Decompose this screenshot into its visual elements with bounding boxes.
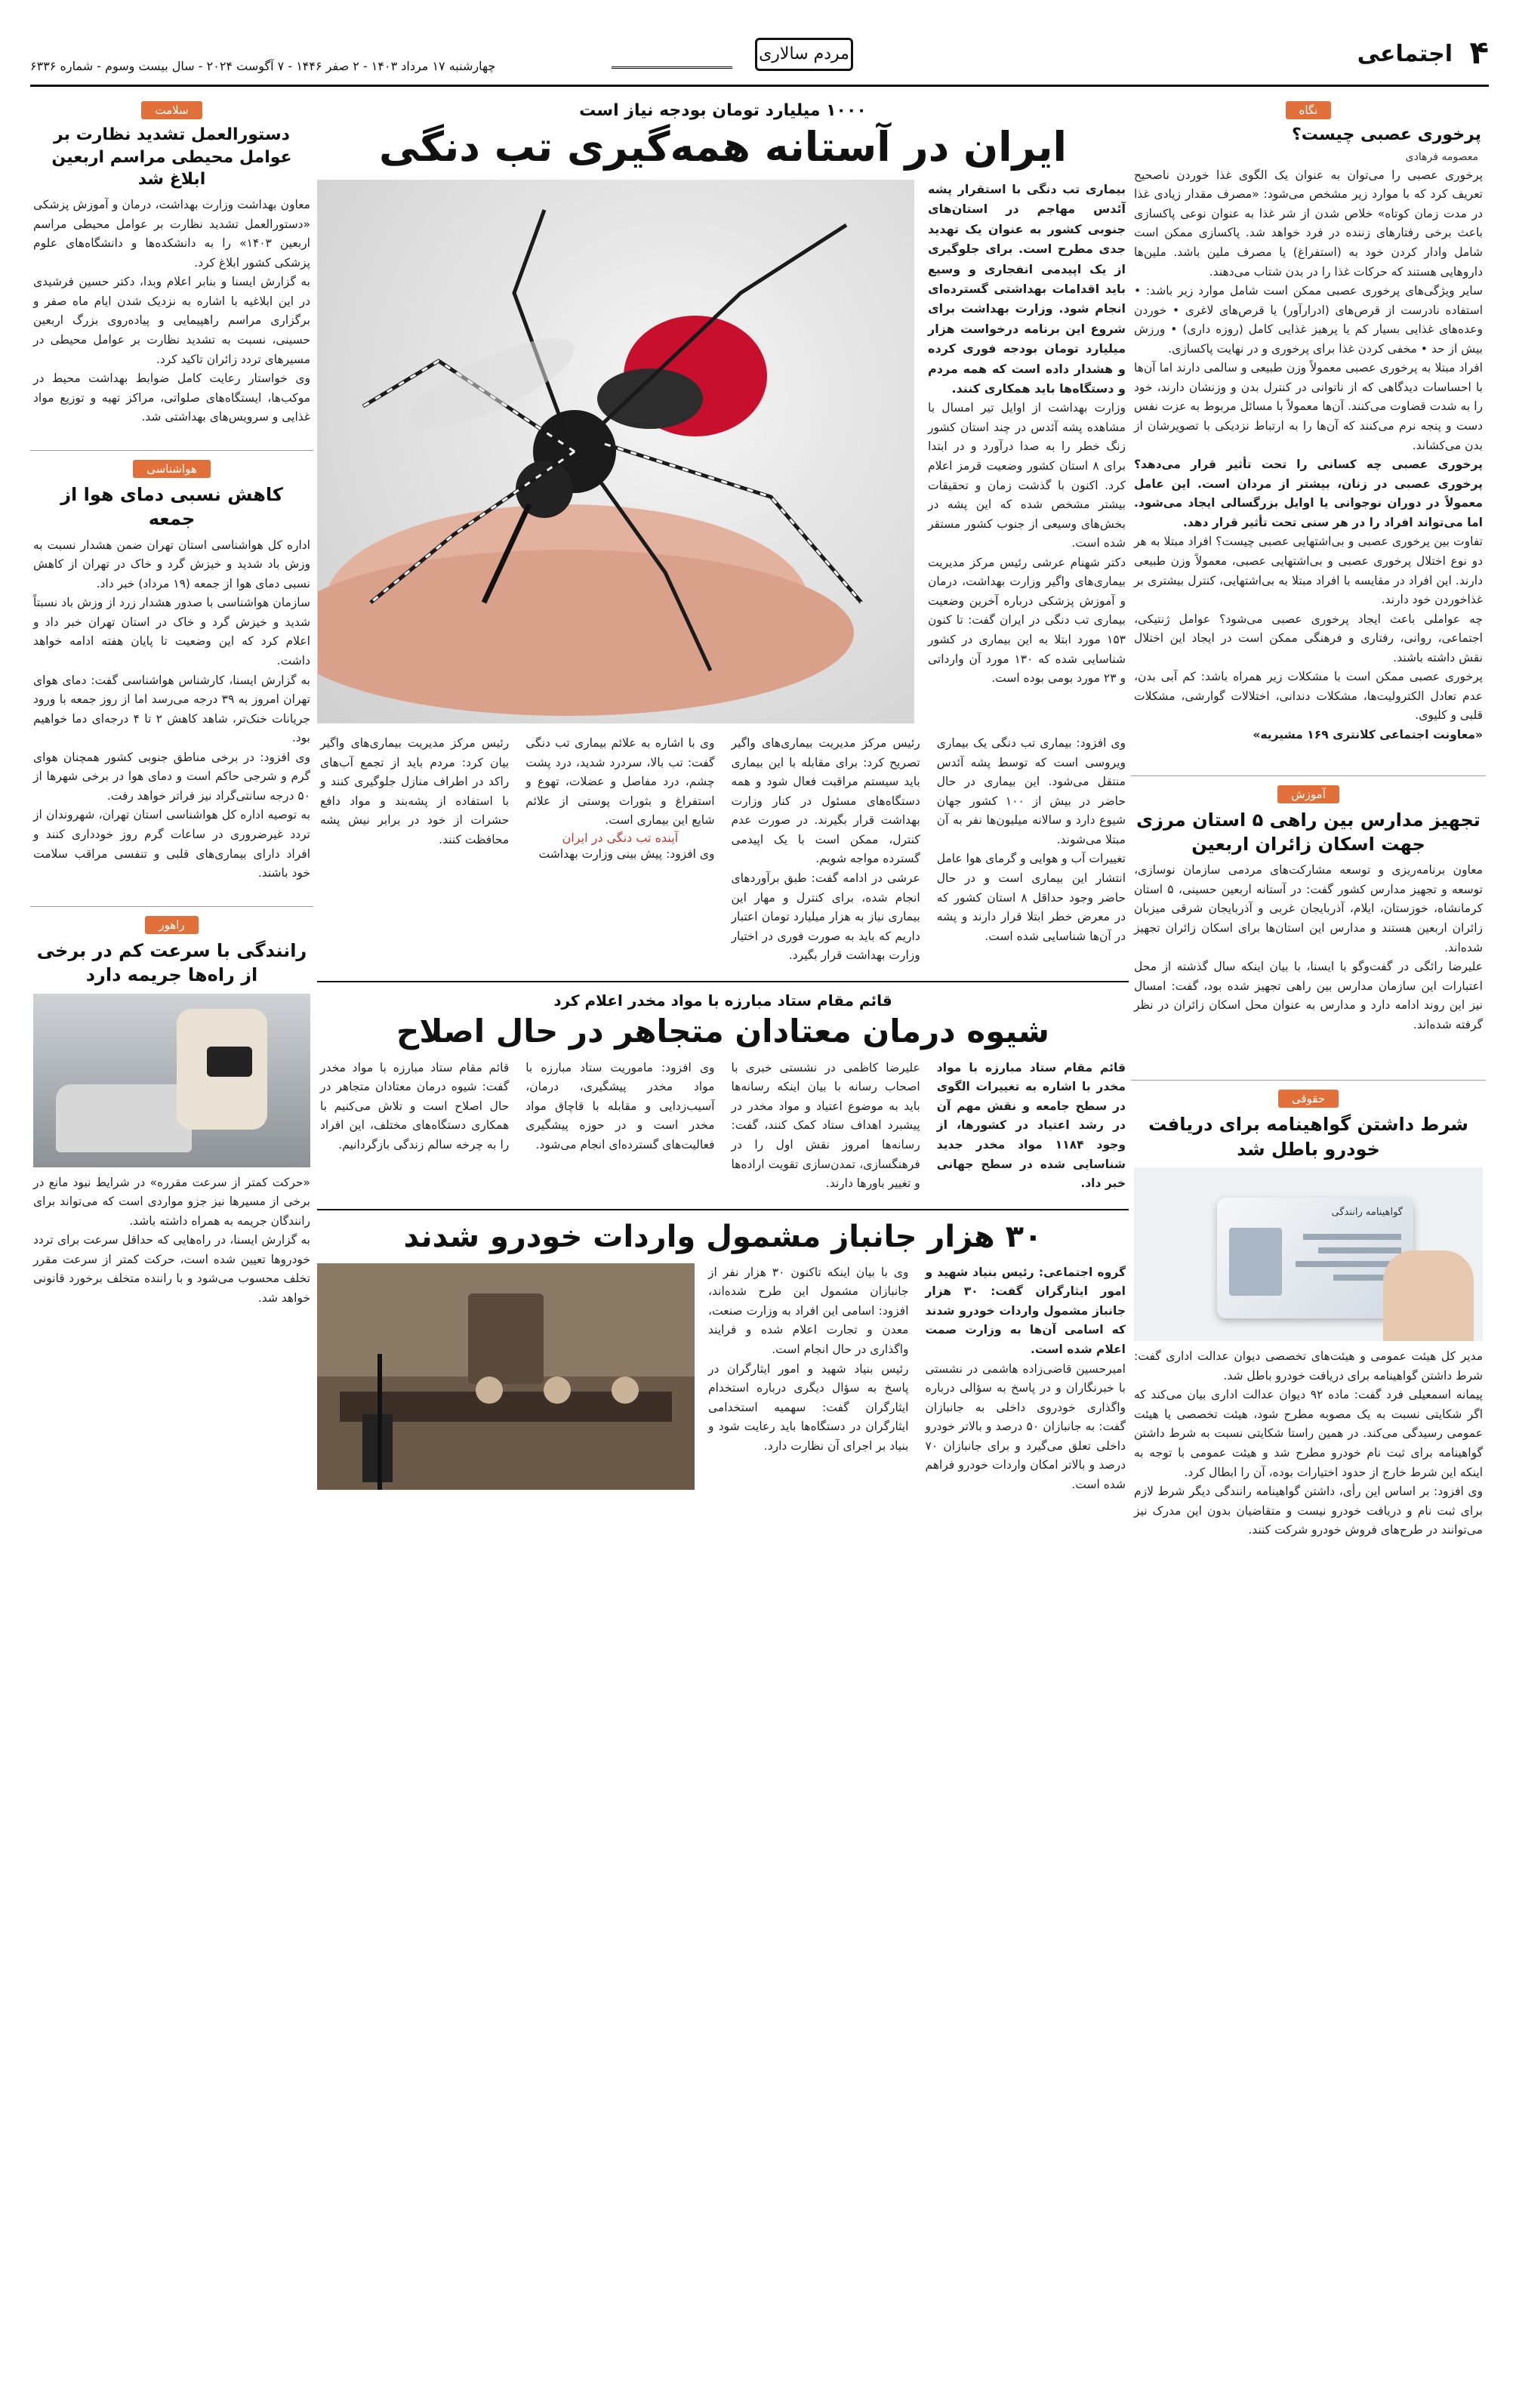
paragraph: وی افزود: بر اساس این رأی، داشتن گواهینامه رانندگی دیگر شرط لازم برای ثبت نام و دریافت خودرو نیست و متقاضیان بدون این مدرک نیز می‌توانند در طرح‌های فروش خودرو شرکت کنند. — [1134, 1485, 1483, 1537]
paragraph: رئیس مرکز مدیریت بیماری‌های واگیر بیان کرد: مردم باید از تجمع آب‌های راکد در اطراف منازل جلوگیری کنند و با استفاده از پشه‌بند و مواد دافع حشرات از خود در برابر نیش پشه محافظت کنند. — [320, 736, 510, 846]
paragraph: عرشی در ادامه گفت: طبق برآوردهای انجام شده، برای کنترل و مهار این بیماری نیاز به هزار میلیارد تومان اعتبار داریم که باید به صورت فوری در اختیار وزارت بهداشت قرار بگیرد. — [731, 871, 920, 963]
paragraph: تفاوت بین پرخوری عصبی و بی‌اشتهایی عصبی چیست؟ افراد مبتلا به هر دو نوع اختلال پرخوری عصبی و بی‌اشتهایی عصبی، معمولاً وزن طبیعی دارند. این افراد در مقایسه با افراد مبتلا به بی‌اشتهایی، کنترل بیشتری بر غذاخوردن خود دارند. — [1134, 535, 1483, 607]
paragraph: معاون بهداشت وزارت بهداشت، درمان و آموزش پزشکی «دستورالعمل تشدید نظارت بر عوامل محیطی مراسم اربعین ۱۴۰۳» را به دانشکده‌ها و دانشگاه‌های علوم پزشکی کشور ابلاغ کرد. — [33, 198, 310, 270]
section-tag: سلامت — [141, 101, 202, 119]
issue-meta: چهارشنبه ۱۷ مرداد ۱۴۰۳ - ۲ صفر ۱۴۴۶ - ۷ آگوست ۲۰۲۴ - سال بیست وسوم - شماره ۶۳۳۶ — [30, 59, 496, 73]
text-column — [705, 1263, 912, 1495]
paragraph: پرخوری عصبی چه کسانی را تحت تأثیر قرار می‌دهد؟ پرخوری عصبی در زنان، بیشتر از مردان است. این عامل معمولاً در دوران نوجوانی یا اوایل بزرگسالی ایجاد می‌شود. اما می‌تواند افراد را در هر سنی تحت تأثیر قرار دهد. — [1134, 458, 1483, 529]
card-label: گواهینامه رانندگی — [1331, 1207, 1403, 1219]
text-column — [923, 1263, 1129, 1495]
text-column — [934, 734, 1129, 966]
top-rule — [30, 85, 1489, 87]
lead-paragraph: بیماری تب دنگی با استقرار پشه آئدس مهاجم در استان‌های جنوبی کشور به عنوان یک تهدید جدی مطرح است. برای جلوگیری از یک اپیدمی انفجاری و وسیع باید اقدامات بهداشتی گسترده‌ای انجام شود. وزارت بهداشت برای شروع این برنامه درخواست هزار میلیارد تومان بودجه فوری کرده و هشدار داده است که همه مردم و دستگاه‌ها باید همکاری کنند. — [928, 182, 1126, 396]
lead-paragraph: قائم مقام ستاد مبارزه با مواد مخدر با اشاره به تغییرات الگوی در سطح جامعه و نقش مهم آن در رشد اعتیاد در کشورها، از وجود ۱۱۸۴ مواد مخدر جدید شناسایی شده در سطح جهانی خبر داد. — [936, 1060, 1126, 1191]
paragraph: پرخوری عصبی ممکن است با مشکلات زیر همراه باشد: کم آبی بدن، عدم تعادل الکترولیت‌ها، مشکلات دندانی، اختلالات گوارشی، مشکلات قلبی و کلیوی. — [1134, 670, 1483, 723]
section-tag: آموزش — [1277, 785, 1339, 803]
paragraph: وی افزود: بیماری تب دنگی یک بیماری ویروسی است که توسط پشه آئدس منتقل می‌شود. این بیماری در حال حاضر در بیش از ۱۰۰ کشور جهان شیوع دارد و سالانه میلیون‌ها نفر به آن مبتلا می‌شوند. — [936, 736, 1126, 846]
section-tag: راهور — [145, 916, 198, 934]
license-card-photo — [1134, 1167, 1483, 1341]
paragraph: وی افزود: ماموریت ستاد مبارزه با مواد مخدر پیشگیری، درمان، آسیب‌زدایی و مقابله با قاچاق مواد مخدر است و در حوزه پیشگیری فعالیت‌های گسترده‌ای انجام می‌شود. — [525, 1060, 715, 1152]
paragraph: اداره کل هواشناسی استان تهران ضمن هشدار نسبت به وزش باد شدید و خیزش گرد و خاک در تهران از کاهش نسبی دمای هوا از جمعه (۱۹ مرداد) خبر داد. — [33, 538, 310, 590]
paragraph: به گزارش ایسنا و بنابر اعلام وبدا، دکتر حسین فرشیدی در این ابلاغیه با اشاره به نزدیک شدن ایام ماه صفر و برگزاری مراسم راهپیمایی و پیاده‌روی بزرگ اربعین حسینی، نسبت به تشدید نظارت بر عوامل محیطی در مسیرهای تردد زائران تاکید کرد. — [33, 275, 310, 366]
text-column — [522, 1059, 717, 1194]
right-column — [1131, 98, 1486, 2378]
page-number: ۴ — [1469, 34, 1489, 71]
section-tag: حقوقی — [1278, 1090, 1339, 1108]
paragraph: وی خواستار رعایت کامل ضوابط بهداشت محیط در موکب‌ها، ایستگاه‌های صلواتی، مراکز تهیه و توزیع مواد غذایی و سرویس‌های بهداشتی شد. — [33, 372, 310, 424]
paragraph: تغییرات آب و هوایی و گرمای هوا عامل انتشار این بیماری است و در حال حاضر وجود حداقل ۸ استان کشور که در معرض خطر ابتلا قرار دارند و پشه در آن‌ها شناسایی شده است. — [936, 852, 1126, 943]
paragraph: دکتر شهنام عرشی رئیس مرکز مدیریت بیماری‌های واگیر وزارت بهداشت، درمان و آموزش پزشکی درباره آخرین وضعیت بیماری تب دنگی در ایران گفت: تا کنون ۱۵۳ مورد ابتلا به این بیماری در کشور شناسایی شده که ۱۳۰ مورد آن وارداتی و ۲۳ مورد بومی بوده است. — [928, 555, 1126, 686]
text-column — [522, 734, 717, 966]
paragraph: «حرکت کمتر از سرعت مقرره» در شرایط نبود مانع در برخی از مسیرها نیز جزو مواردی است که می‌تواند برای رانندگان جریمه به همراه داشته باشد. — [33, 1175, 310, 1228]
paragraph: چه عواملی باعث ایجاد پرخوری عصبی می‌شود؟ عوامل ژنتیکی، اجتماعی، روانی، رفتاری و فرهنگی ممکن است در ایجاد این اختلال نقش داشته باشند. — [1134, 612, 1483, 664]
image-caption: آینده تب دنگی در ایران — [562, 830, 679, 845]
left-column — [30, 98, 313, 2378]
text-column — [317, 734, 512, 966]
main-headline: ایران در آستانه همه‌گیری تب دنگی — [378, 123, 1068, 171]
section-tag: هواشناسی — [133, 460, 211, 478]
paragraph: وی افزود: پیش بینی وزارت بهداشت — [538, 846, 715, 861]
article-title: پرخوری عصبی چیست؟ — [1292, 125, 1481, 144]
second-headline: شیوه درمان معتادان متجاهر در حال اصلاح — [396, 1012, 1049, 1050]
main-column — [317, 98, 1129, 2378]
paragraph: وی با اشاره به علائم بیماری تب دنگی گفت: تب بالا، سردرد شدید، درد پشت چشم، درد مفاصل و عضلات، تهوع و استفراغ و بثورات پوستی از علائم شایع این بیماری است. — [525, 736, 715, 828]
article-title: تجهیز مدارس بین راهی ۵ استان مرزی جهت اسکان زائران اربعین — [1136, 809, 1481, 855]
card-photo-placeholder — [1229, 1228, 1282, 1296]
paragraph: رئیس بنیاد شهید و امور ایثارگران در پاسخ به سؤال دیگری درباره استخدام ایثارگران گفت: سهمیه استخدامی ایثارگران در دستگاه‌ها باید رعایت شود و بنیاد بر اجرای آن نظارت دارد. — [708, 1361, 909, 1453]
paragraph: وی افزود: در برخی مناطق جنوبی کشور همچنان هوای گرم و شرجی حاکم است و دمای هوا در برخی شهرها از ۵۰ درجه سانتی‌گراد نیز فراتر خواهد رفت. — [33, 750, 310, 803]
paragraph: مدیر کل هیئت عمومی و هیئت‌های تخصصی دیوان عدالت اداری گفت: شرط داشتن گواهینامه برای دریافت خودرو باطل شد. — [1134, 1349, 1483, 1383]
article-title: دستورالعمل تشدید نظارت بر عوامل محیطی مراسم اربعین ابلاغ شد — [51, 125, 292, 190]
paragraph: افراد مبتلا به پرخوری عصبی معمولاً وزن طبیعی و سالمی دارند اما آن‌ها با احساسات دیدگاهی که از ناتوانی در کنترل بدن و وزنشان دارند، خود را به شدت قضاوت می‌کنند. آن‌ها معمولاً با مسائل مربوط به عزت نفس دست و پنجه نرم می‌کنند که آن‌ها را به ارتباط نزدیکی با تصویرشان از بدن می‌کشاند. — [1134, 361, 1483, 452]
article-title: رانندگی با سرعت کم در برخی از راه‌ها جریمه دارد — [36, 939, 307, 986]
article-title: شرط داشتن گواهینامه برای دریافت خودرو باطل شد — [1148, 1114, 1468, 1160]
paragraph: معاون برنامه‌ریزی و توسعه مشارکت‌های مردمی سازمان نوسازی، توسعه و تجهیز مدارس کشور گفت: در آستانه اربعین حسینی، ۵ استان کرمانشاه، خوزستان، ایلام، آذربایجان غربی و آذربایجان شرقی میزبان زائران اربعین هستند و مدارس این استان‌ها برای اسکان زائران تجهیز شده‌اند. — [1134, 863, 1483, 954]
paragraph: به توصیه اداره کل هواشناسی استان تهران، شهروندان از تردد غیرضروری در ساعات گرم روز خودداری کنند و افراد دارای بیماری‌های قلبی و تنفسی مراقب سلامت خود باشند. — [33, 808, 310, 880]
text-column — [729, 1059, 923, 1194]
paragraph: «معاونت اجتماعی کلانتری ۱۶۹ مشیریه» — [1253, 728, 1483, 742]
text-column — [317, 1059, 512, 1194]
paragraph: به گزارش ایسنا، در راه‌هایی که حداقل سرعت برای تردد خودروها تعیین شده است، حرکت کمتر از سرعت مقرر تخلف محسوب می‌شود و با راننده متخلف برخورد قانونی خواهد شد. — [33, 1233, 310, 1305]
paragraph: علیرضا رائگی در گفت‌وگو با ایسنا، با بیان اینکه سال گذشته از محل اعتبارات این سازمان مدارس بین راهی تجهیز شده بود، گفت: امسال نیز این روند ادامه دارد و مدارس به عنوان محل اسکان زائران در نظر گرفته شده‌اند. — [1134, 960, 1483, 1031]
paragraph: پیمانه اسمعیلی فرد گفت: ماده ۹۲ دیوان عدالت اداری بیان می‌کند که اگر شکایتی نسبت به یک مصوبه مطرح شود، هیئت تخصصی یا هیئت عمومی رسیدگی می‌کند. در همین راستا شکایتی نسبت به شرط داشتن گواهینامه برای ثبت نام خودرو مطرح شد و هیئت عمومی با توجه به اینکه این شرط خارج از حدود اختیارات بوده، آن را ابطال کرد. — [1134, 1388, 1483, 1479]
paragraph: سازمان هواشناسی با صدور هشدار زرد از وزش باد نسبتاً شدید و خیزش گرد و خاک در استان تهران خبر داد و اعلام کرد که این وضعیت تا پایان هفته ادامه خواهد داشت. — [33, 596, 310, 668]
section-title: اجتماعی — [1357, 41, 1453, 67]
newspaper-logo: مردم سالاری — [755, 38, 853, 71]
paragraph: وی با بیان اینکه تاکنون ۳۰ هزار نفر از جانبازان مشمول این طرح شده‌اند، افزود: اسامی این افراد به وزارت صنعت، معدن و تجارت اعلام شده و فرایند واگذاری در حال انجام است. — [708, 1265, 909, 1356]
hand-shape — [1383, 1250, 1474, 1341]
lead-paragraph: گروه اجتماعی: رئیس بنیاد شهید و امور ایثارگران گفت: ۳۰ هزار جانباز مشمول واردات خودرو شدند که اسامی آن‌ها به وزارت صمت اعلام شده است. — [925, 1265, 1126, 1356]
meeting-photo — [317, 1263, 695, 1490]
text-column — [934, 1059, 1129, 1194]
paragraph: وزارت بهداشت از اوایل تیر امسال با مشاهده پشه آئدس در چند استان کشور زنگ خطر را به صدا درآورد و در ابتدا برای ۸ استان کشور وضعیت قرمز اعلام کرد. اکنون با گذشت زمان و تحقیقات بیشتر مشخص شده که این پشه در بخش‌های وسیعی از جنوب کشور مستقر شده است. — [928, 401, 1126, 550]
paragraph: رئیس مرکز مدیریت بیماری‌های واگیر تصریح کرد: برای مقابله با این بیماری باید سیستم مراقبت فعال شود و همه دستگاه‌های مسئول در کنار وزارت بهداشت قرار بگیرند. در صورت عدم کنترل، ممکن است با یک اپیدمی گسترده مواجه شویم. — [731, 736, 920, 866]
lead-column — [925, 180, 1129, 723]
article-title: کاهش نسبی دمای هوا از جمعه — [60, 483, 283, 530]
paragraph: امیرحسین قاضی‌زاده هاشمی در نشستی با خبرنگاران و در پاسخ به سؤالی درباره واگذاری خودروی داخلی به جانبازان گفت: به جانبازان ۵۰ درصد و بالاتر خودرو داخلی تعلق می‌گیرد و برای جانبازان ۷۰ درصد و بالاتر امکان واردات خودرو فراهم شده است. — [925, 1361, 1126, 1491]
header-divider — [612, 66, 732, 69]
section-tag: نگاه — [1286, 101, 1332, 119]
third-headline: ۳۰ هزار جانباز مشمول واردات خودرو شدند — [403, 1219, 1043, 1254]
paragraph: پرخوری عصبی را می‌توان به عنوان یک الگوی غذا خوردن ناصحیح تعریف کرد که با موارد زیر مشخص می‌شود: «مصرف مقدار زیادی غذا در مدت زمان کوتاه» خلاص شدن از شر غذا به عنوان نوعی پاکسازی باعث برخی رفتارهای زننده در فرد خواهد شد. پاکسازی ممکن است شامل وادار کردن خود به (استفراغ) یا مصرف ملین باشد. ملین‌ها داروهایی هستند که حرکات غذا را در بدن شتاب می‌دهند. — [1134, 168, 1483, 279]
mosquito-photo — [317, 180, 914, 723]
paragraph: به گزارش ایسنا، کارشناس هواشناسی گفت: دمای هوای تهران امروز به ۳۹ درجه می‌رسد اما از روز جمعه با ورود جریانات خنک‌تر، شاهد کاهش ۲ تا ۴ درجه‌ای دما خواهیم بود. — [33, 673, 311, 745]
paragraph: قائم مقام ستاد مبارزه با مواد مخدر گفت: شیوه درمان معتادان متجاهر در حال اصلاح است و تلاش می‌کنیم با همکاری دستگاه‌های مختلف، این افراد را به چرخه سالم زندگی بازگردانیم. — [320, 1060, 510, 1152]
main-kicker: ۱۰۰۰ میلیارد تومان بودجه نیاز است — [579, 101, 867, 120]
mosquito-illustration — [318, 180, 914, 723]
paragraph: سایر ویژگی‌های پرخوری عصبی ممکن است شامل موارد زیر باشد: • استفاده نادرست از قرص‌های (ادرارآور) یا قرص‌های لاغری • خوردن وعده‌های غذایی بسیار کم یا پرهیز غذایی کامل (روزه داری) • ورزش بیش از حد • مخفی کردن غذا برای پرخوری و در نهایت پاکسازی. — [1134, 284, 1483, 356]
masthead — [30, 30, 1489, 87]
text-column — [729, 734, 923, 966]
second-kicker: قائم مقام ستاد مبارزه با مواد مخدر اعلام کرد — [553, 991, 892, 1010]
paragraph: علیرضا کاظمی در نشستی خبری با اصحاب رسانه با بیان اینکه رسانه‌ها باید به موضوع اعتیاد و مواد مخدر در پیشبرد اهداف ستاد کمک کنند، گفت: رسانه‌ها امروز نقش اول را در فرهنگسازی، تمدن‌سازی تقویت اراده‌ها و تغییر باورها دارند. — [731, 1060, 920, 1191]
traffic-camera-photo — [33, 994, 310, 1167]
article-author: معصومه فرهادی — [1405, 150, 1478, 163]
